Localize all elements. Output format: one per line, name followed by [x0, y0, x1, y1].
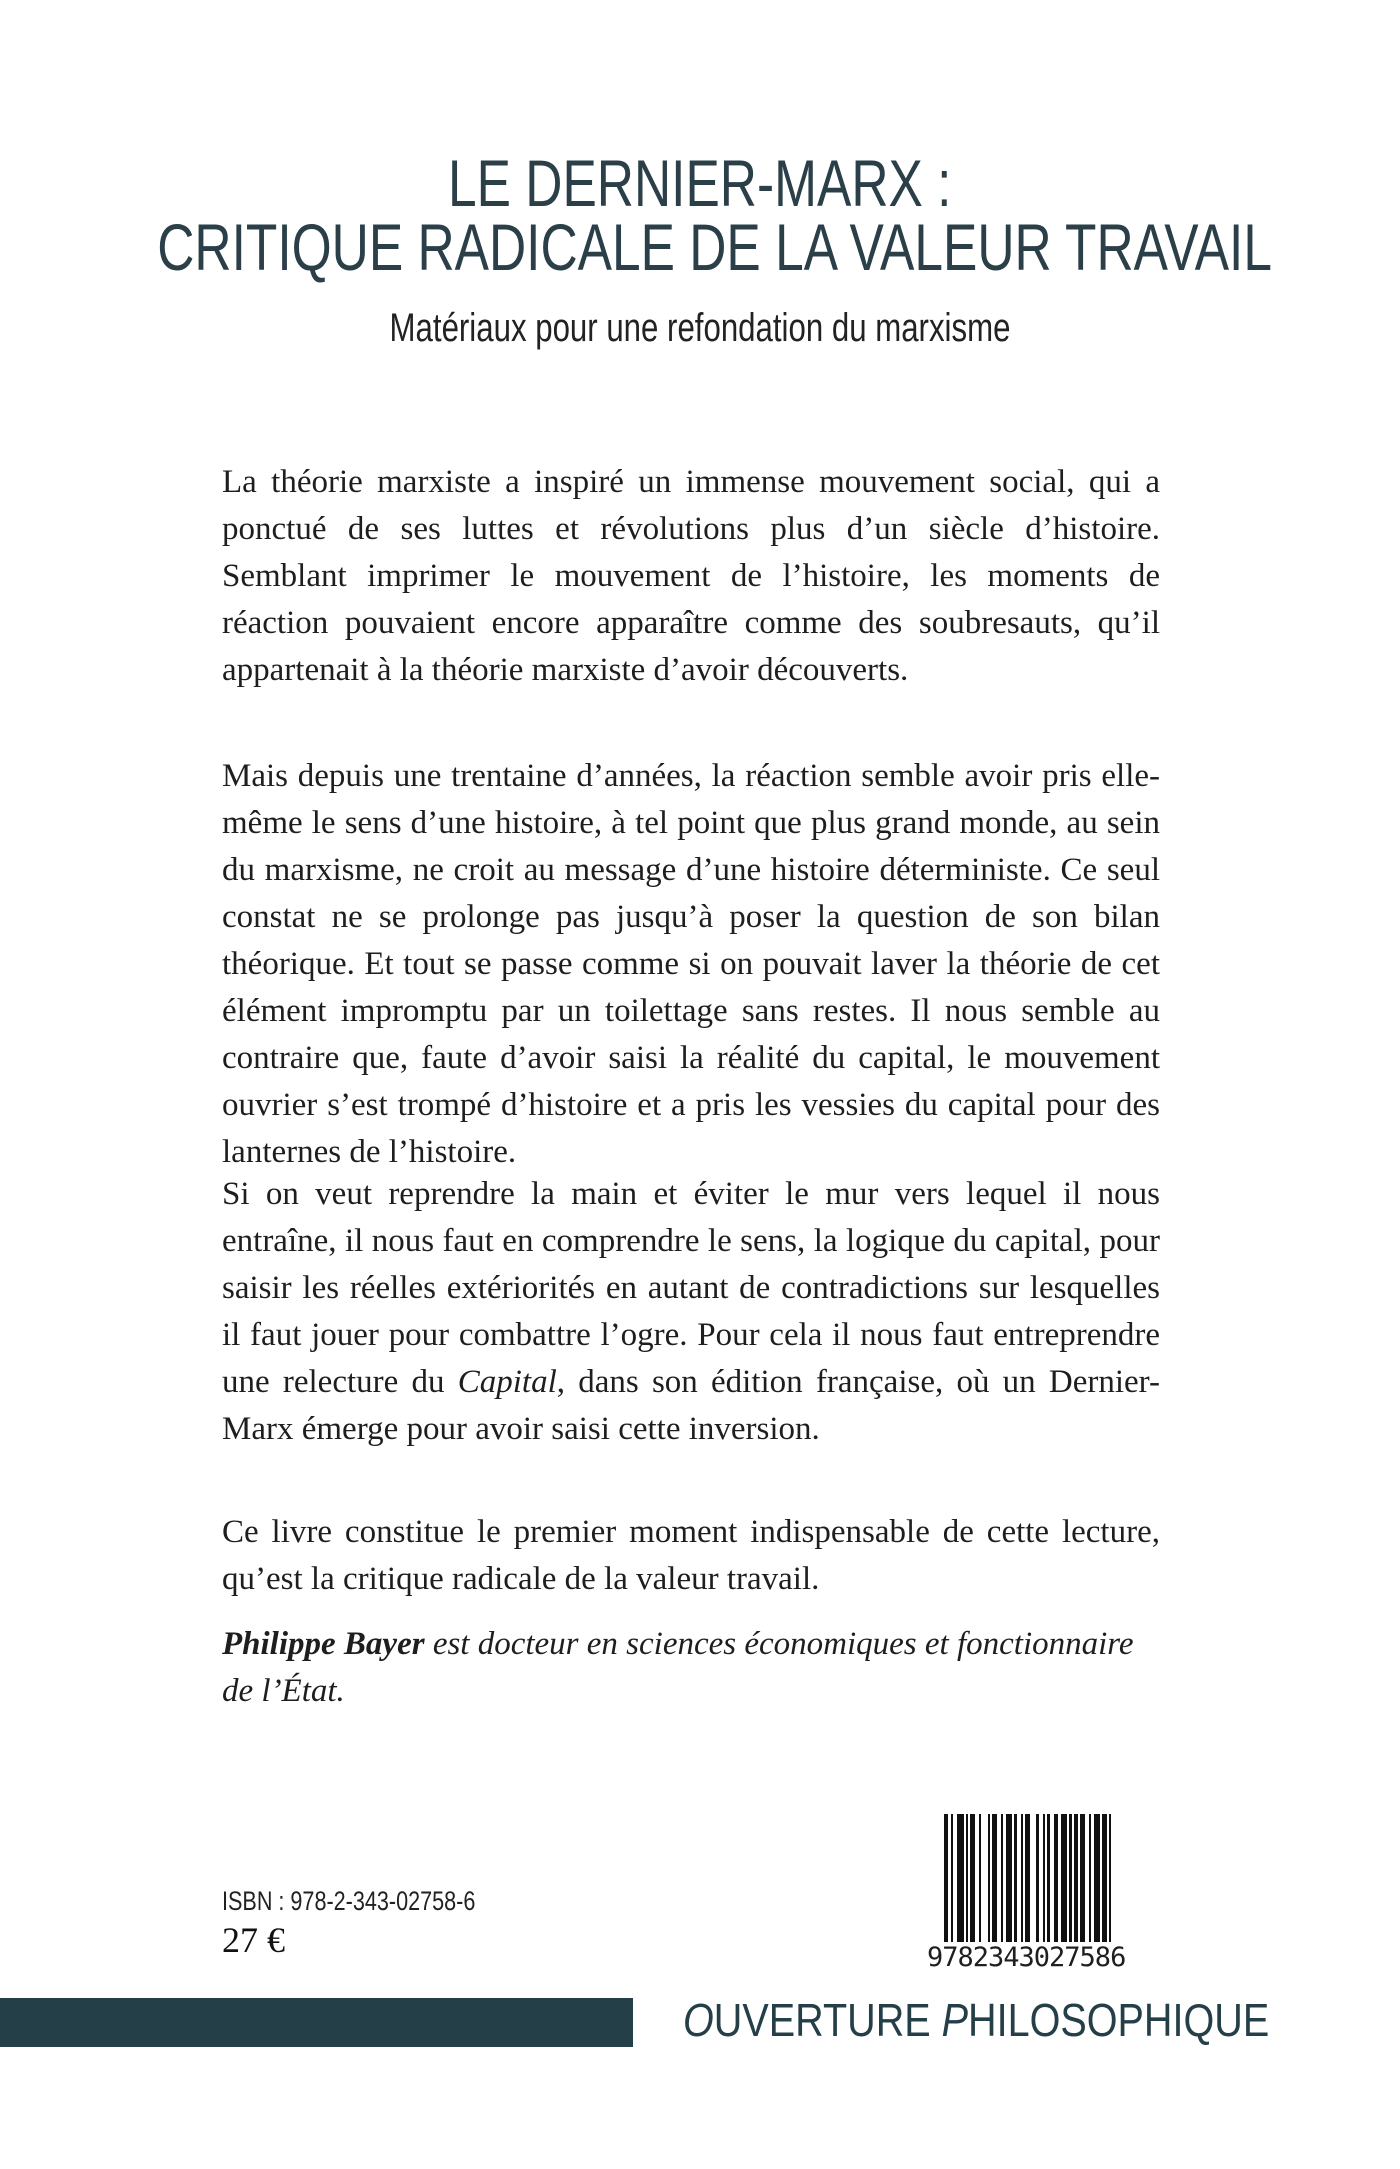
barcode-bar [1102, 1814, 1106, 1944]
barcode-bar [957, 1814, 964, 1944]
author-bio [222, 1621, 1160, 1715]
barcode-bar [1036, 1814, 1038, 1944]
blurb-paragraph-3 [222, 1171, 1160, 1453]
book-title-line-2 [0, 210, 1400, 284]
barcode-bar [1080, 1814, 1084, 1944]
barcode-bar [1054, 1814, 1058, 1944]
title-line-1-text: LE DERNIER-MARX : [448, 146, 952, 220]
blurb-paragraph-1: La théorie marxiste a inspiré un immense mouvement social, qui a ponctué de ses luttes et révolutions plus d’un siècle d’histoire. Semblant imprimer le mouvement de l’histoire, les moments de réaction pouvaient encore apparaître comme des soubresauts, qu’il appartenait à la théorie marxiste d’avoir découverts. [222, 464, 1160, 688]
barcode-bar [1074, 1814, 1078, 1944]
series-text-2: HILOSOPHIQUE [968, 1994, 1270, 2046]
author-bio-text: est docteur en sciences économiques et fonctionnaire de l’État. [222, 1626, 1134, 1709]
series-color-bar [0, 1998, 633, 2047]
book-title-line-1 [0, 146, 1400, 220]
title-line-2-text: CRITIQUE RADICALE DE LA VALEUR TRAVAIL [157, 210, 1272, 284]
barcode-bar [1006, 1814, 1013, 1944]
barcode-bar [1061, 1814, 1068, 1944]
barcode-bars [944, 1814, 1158, 1956]
barcode-bar [1109, 1814, 1111, 1944]
price: 27 € [222, 1920, 285, 1960]
isbn [222, 1884, 539, 1918]
barcode-bar [1014, 1814, 1016, 1944]
isbn-text: ISBN : 978-2-343-02758-6 [222, 1886, 476, 1916]
barcode-bar [992, 1814, 996, 1944]
barcode-bar [1021, 1814, 1023, 1944]
barcode-bar [951, 1814, 953, 1944]
barcode-bar [1001, 1814, 1003, 1944]
barcode-bar [966, 1814, 968, 1944]
blurb-paragraph-4: Ce livre constitue le premier moment indispensable de cette lecture, qu’est la critique radicale de la valeur travail. [222, 1514, 1160, 1597]
author-name: Philippe Bayer [222, 1626, 425, 1662]
p3-italic-title: Capital [457, 1364, 557, 1400]
barcode [927, 1814, 1163, 1974]
barcode-bar [1043, 1814, 1045, 1944]
barcode-bar [1025, 1814, 1029, 1944]
barcode-bar [1089, 1814, 1091, 1944]
barcode-bar [1069, 1814, 1071, 1944]
series-text-1: UVERTURE [713, 1994, 942, 2046]
p3-text-start: Si on veut reprendre la main et éviter le mur vers lequel il nous entraîne, il nous faut en comprendre le sens, la logique du capital, pour saisir les réelles extériorités en autant de contradictions sur lesquelles il faut jouer pour combattre l’ogre. Pour cela il nous faut entreprendre une relecture du [222, 1176, 1160, 1400]
book-subtitle [0, 306, 1400, 350]
barcode-bar [988, 1814, 990, 1944]
barcode-bar [979, 1814, 981, 1944]
barcode-digits-text: 9782343027586 [927, 1942, 1126, 1973]
p3-text-end: , dans son édition française, où un Dernier-Marx émerge pour avoir saisi cette inversion. [222, 1364, 1160, 1447]
barcode-bar [1094, 1814, 1101, 1944]
series-name [683, 1994, 1365, 2046]
subtitle-text: Matériaux pour une refondation du marxisme [389, 306, 1011, 350]
series-initial-p: P [941, 1994, 969, 2046]
barcode-digits [927, 1942, 1163, 1974]
series-initial-o: O [683, 1994, 714, 2046]
barcode-bar [970, 1814, 974, 1944]
blurb-paragraph-2: Mais depuis une trentaine d’années, la réaction semble avoir pris elle-même le sens d’une histoire, à tel point que plus grand monde, au sein du marxisme, ne croit au message d’une histoire déterministe. Ce seul constat ne se prolonge pas jusqu’à poser la question de son bilan théorique. Et tout se passe comme si on pouvait laver la théorie de cet élément impromptu par un toilettage sans restes. Il nous semble au contraire que, faute d’avoir saisi la réalité du capital, le mouvement ouvrier s’est trompé d’histoire et a pris les vessies du capital pour des lanternes de l’histoire. [222, 758, 1160, 1170]
